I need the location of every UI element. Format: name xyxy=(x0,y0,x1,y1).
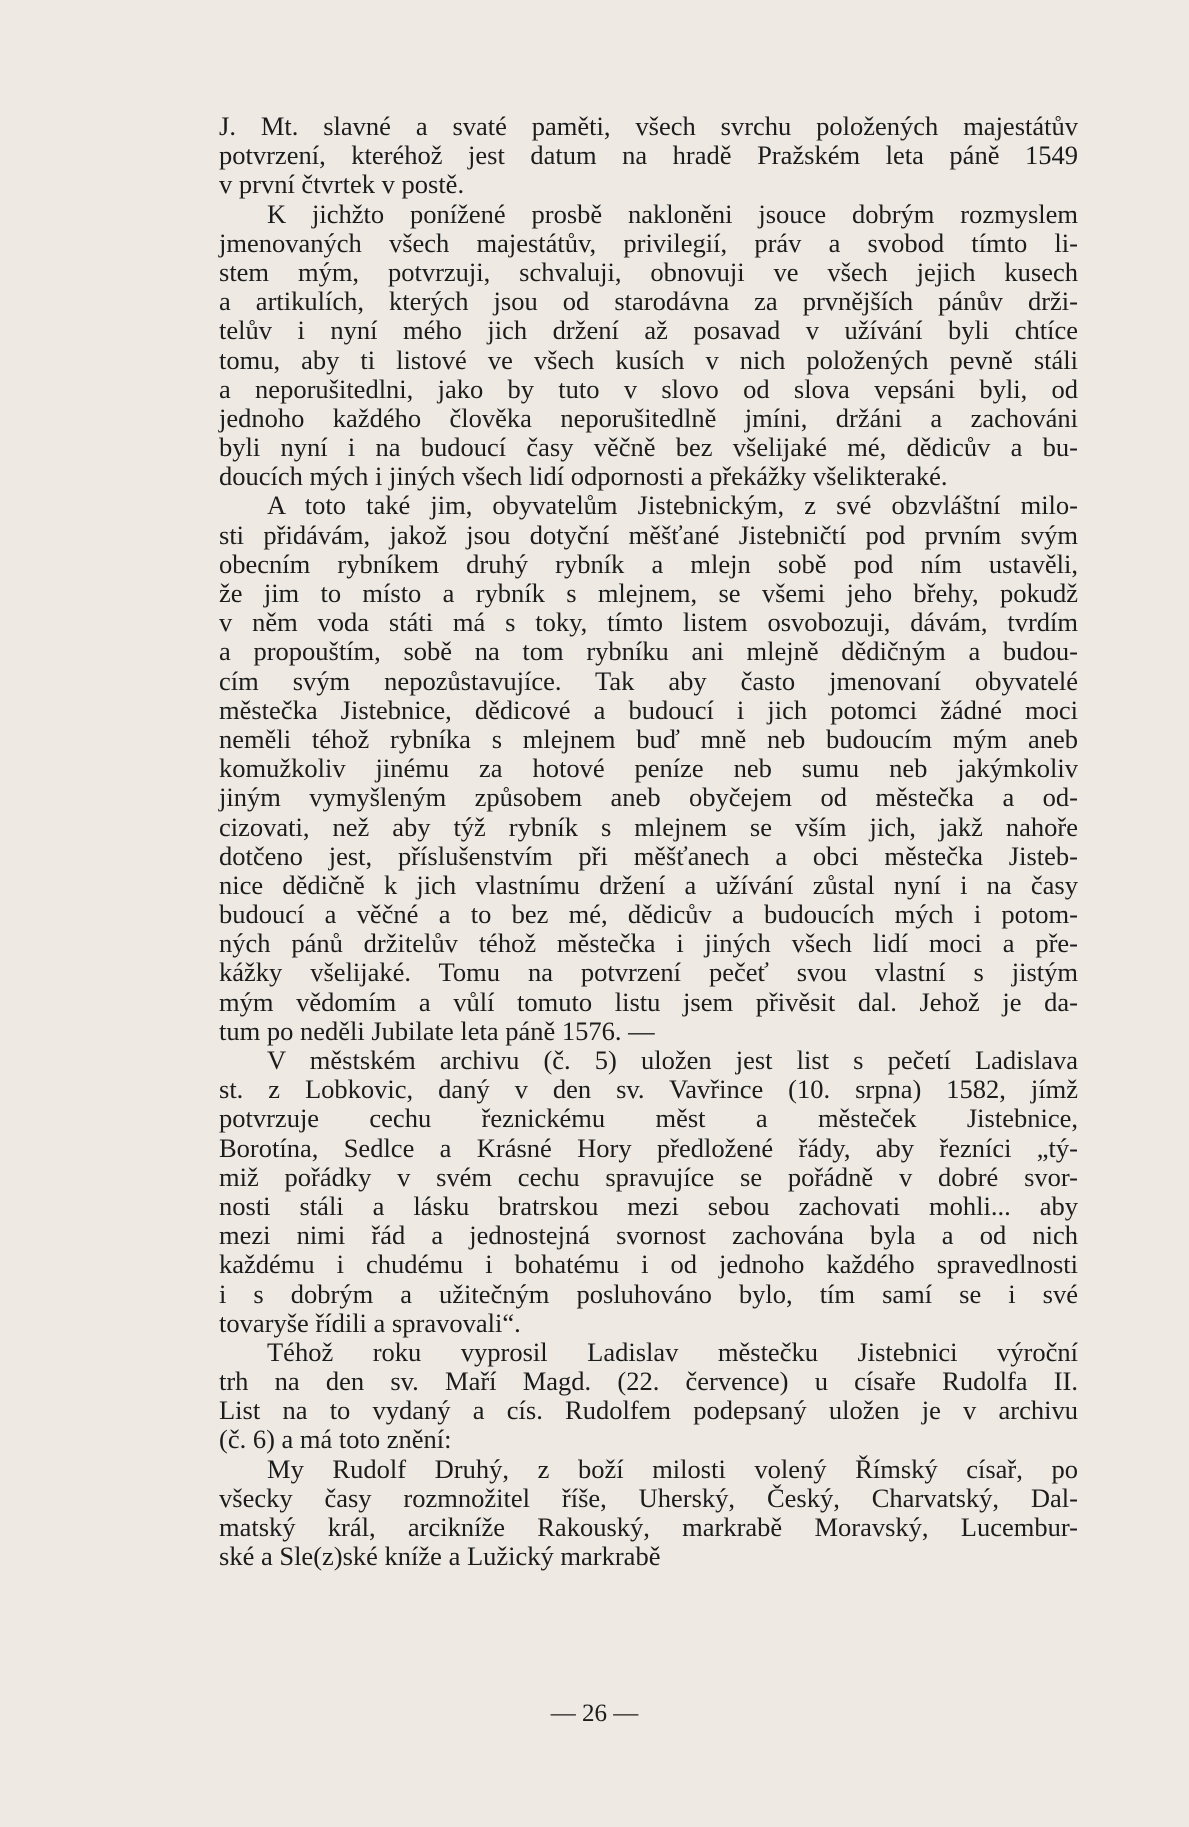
page-number: — 26 — xyxy=(550,1700,639,1727)
text-line: byli nyní i na budoucí časy věčně bez všelijaké mé, dědicův a bu- xyxy=(219,432,1078,463)
text-line: sti přidávám, jakož jsou dotyční měšťané Jistebničtí pod prvním svým xyxy=(219,519,1078,550)
text-line: neměli téhož rybníka s mlejnem buď mně neb budoucím mým aneb xyxy=(219,723,1078,754)
text-line: a neporušitedlni, jako by tuto v slovo od slova vepsáni byli, od xyxy=(219,373,1078,404)
text-line: K jichžto ponížené prosbě nakloněni jsouce dobrým rozmyslem xyxy=(267,198,1078,229)
text-line: tovaryše řídili a spravovali“. xyxy=(219,1307,521,1338)
text-line: obecním rybníkem druhý rybník a mlejn sobě pod ním ustavěli, xyxy=(219,548,1078,579)
text-line: kážky všelijaké. Tomu na potvrzení pečeť svou vlastní s jistým xyxy=(219,957,1078,988)
text-line: stem mým, potvrzuji, schvaluji, obnovuji ve všech jejich kusech xyxy=(219,256,1078,287)
text-line: J. Mt. slavné a svaté paměti, všech svrchu položených majestátův xyxy=(219,111,1078,141)
text-line: V městském archivu (č. 5) uložen jest list s pečetí Ladislava xyxy=(267,1045,1078,1075)
text-line: všecky časy rozmnožitel říše, Uherský, Český, Charvatský, Dal- xyxy=(219,1482,1078,1513)
text-line: potvrzení, kteréhož jest datum na hradě Pražském leta páně 1549 xyxy=(219,140,1078,171)
text-line: potvrzuje cechu řeznickému měst a městeček Jistebnice, xyxy=(219,1103,1078,1134)
text-line: komužkoliv jinému za hotové peníze neb sumu neb jakýmkoliv xyxy=(219,753,1078,784)
text-line: tomu, aby ti listové ve všech kusích v nich položených pevně stáli xyxy=(219,344,1078,375)
text-line: Borotína, Sedlce a Krásné Hory předložené řády, aby řezníci „tý- xyxy=(219,1132,1078,1163)
text-line: budoucí a věčné a to bez mé, dědicův a budoucích mých i potom- xyxy=(219,899,1078,930)
text-line: jmenovaných všech majestátův, privilegií, práv a svobod tímto li- xyxy=(219,227,1078,258)
text-line: že jim to místo a rybník s mlejnem, se všemi jeho břehy, pokudž xyxy=(219,578,1078,608)
text-line: st. z Lobkovic, daný v den sv. Vavřince (10. srpna) 1582, jímž xyxy=(219,1074,1078,1105)
text-line: matský král, arcikníže Rakouský, markrabě Moravský, Lucembur- xyxy=(219,1512,1078,1542)
text-line: a propouštím, sobě na tom rybníku ani mlejně dědičným a budou- xyxy=(219,636,1078,667)
text-line: ných pánů držitelův téhož městečka i jiných všech lidí moci a pře- xyxy=(219,928,1078,959)
text-line: i s dobrým a užitečným posluhováno bylo, tím samí se i své xyxy=(219,1278,1078,1309)
page-body xyxy=(219,112,1078,1571)
text-line: dotčeno jest, příslušenstvím při měšťanech a obci městečka Jisteb- xyxy=(219,840,1078,871)
text-line: městečka Jistebnice, dědicové a budoucí i jich potomci žádné moci xyxy=(219,694,1078,725)
text-line: každému i chudému i bohatému i od jednoho každého spravedlnosti xyxy=(219,1249,1078,1280)
text-line: telův i nyní mého jich držení až posavad v užívání byli chtíce xyxy=(219,315,1078,346)
text-line: Téhož roku vyprosil Ladislav městečku Jistebnici výroční xyxy=(267,1336,1078,1367)
text-line: List na to vydaný a cís. Rudolfem podepsaný uložen je v archivu xyxy=(219,1395,1078,1426)
text-line: mezi nimi řád a jednostejná svornost zachována byla a od nich xyxy=(219,1220,1078,1251)
text-line: nosti stáli a lásku bratrskou mezi sebou zachovati mohli... aby xyxy=(219,1190,1078,1221)
text-line: cizovati, než aby týž rybník s mlejnem se vším jich, jakž nahoře xyxy=(219,811,1078,842)
text-line: a artikulích, kterých jsou od starodávna za prvnějších pánův drži- xyxy=(219,286,1078,317)
text-line: My Rudolf Druhý, z boží milosti volený Římský císař, po xyxy=(267,1453,1078,1484)
text-line: jednoho každého člověka neporušitedlně jmíni, držáni a zachováni xyxy=(219,402,1078,433)
text-line: tum po neděli Jubilate leta páně 1576. — xyxy=(219,1015,655,1046)
text-line: mým vědomím a vůlí tomuto listu jsem přivěsit dal. Jehož je da- xyxy=(219,986,1078,1017)
text-line: v něm voda státi má s toky, tímto listem osvobozuji, dávám, tvrdím xyxy=(219,607,1078,638)
text-line: doucích mých i jiných všech lidí odpornosti a překážky všelikteraké. xyxy=(219,461,948,492)
text-line: jiným vymyšleným způsobem aneb obyčejem od městečka a od- xyxy=(219,782,1078,813)
text-line: nice dědičně k jich vlastnímu držení a užívání zůstal nyní i na časy xyxy=(219,869,1078,900)
text-line: trh na den sv. Maří Magd. (22. července) u císaře Rudolfa II. xyxy=(219,1366,1078,1397)
text-line: cím svým nepozůstavujíce. Tak aby často jmenovaní obyvatelé xyxy=(219,665,1078,696)
text-line: ské a Sle(z)ské kníže a Lužický markrabě xyxy=(219,1541,661,1572)
text-line: (č. 6) a má toto znění: xyxy=(219,1424,452,1455)
text-line: v první čtvrtek v postě. xyxy=(219,169,465,200)
text-line: A toto také jim, obyvatelům Jistebnickým, z své obzvláštní milo- xyxy=(267,490,1078,521)
text-line: miž pořádky v svém cechu spravujíce se pořádně v dobré svor- xyxy=(219,1161,1078,1192)
